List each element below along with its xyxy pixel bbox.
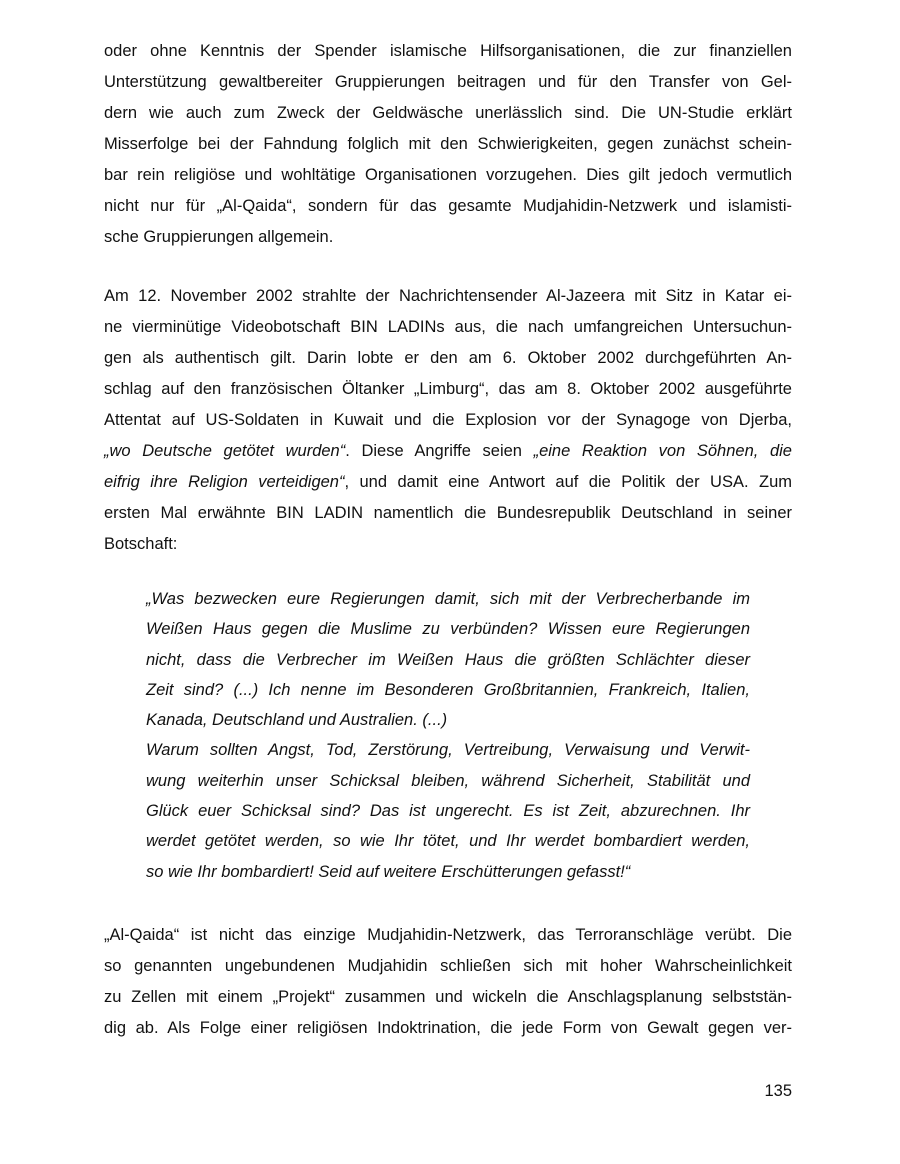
text-line: Misserfolge bei der Fahndung folglich mit den Schwierigkeiten, gegen zunächst schein- — [104, 135, 792, 153]
text-line: zu Zellen mit einem „Projekt“ zusammen und wickeln die Anschlagsplanung selbststän- — [104, 988, 792, 1006]
text-line: Botschaft: — [104, 535, 178, 553]
paragraph-3 — [104, 920, 792, 1044]
paragraph-2 — [104, 281, 792, 560]
quote-line: werdet getötet werden, so wie Ihr tötet, und Ihr werdet bombardiert werden, — [146, 832, 750, 851]
page-number: 135 — [764, 1082, 792, 1100]
text-line: so genannten ungebundenen Mudjahidin schließen sich mit hoher Wahrscheinlichkeit — [104, 957, 792, 975]
text-line: Unterstützung gewaltbereiter Gruppierungen beitragen und für den Transfer von Gel- — [104, 73, 792, 91]
quote-line: Zeit sind? (...) Ich nenne im Besonderen Großbritannien, Frankreich, Italien, — [146, 680, 750, 699]
text-line: sche Gruppierungen allgemein. — [104, 228, 334, 246]
text-line: schlag auf den französischen Öltanker „Limburg“, das am 8. Oktober 2002 ausgeführte — [104, 380, 792, 398]
quote-line: „Was bezwecken eure Regierungen damit, sich mit der Verbrecherbande im — [146, 590, 750, 608]
text-line: Attentat auf US-Soldaten in Kuwait und die Explosion vor der Synagoge von Djerba, — [104, 411, 792, 429]
text-line: nicht nur für „Al-Qaida“, sondern für das gesamte Mudjahidin-Netzwerk und islamisti- — [104, 197, 792, 215]
text-line: dern wie auch zum Zweck der Geldwäsche unerlässlich sind. Die UN-Studie erklärt — [104, 104, 792, 122]
text-line: gen als authentisch gilt. Darin lobte er den am 6. Oktober 2002 durchgeführten An- — [104, 349, 792, 367]
text-line: Am 12. November 2002 strahlte der Nachrichtensender Al-Jazeera mit Sitz in Katar ei- — [104, 287, 792, 305]
text-line: „Al-Qaida“ ist nicht das einzige Mudjahidin-Netzwerk, das Terroranschläge verübt. Die — [104, 926, 792, 944]
quote-line: Weißen Haus gegen die Muslime zu verbünden? Wissen eure Regierungen — [146, 620, 750, 639]
quote-line: so wie Ihr bombardiert! Seid auf weitere Erschütterungen gefasst!“ — [146, 862, 631, 881]
quote-line: Kanada, Deutschland und Australien. (...) — [146, 711, 448, 730]
text-span: , und damit eine Antwort auf die Politik der USA. Zum — [344, 473, 792, 491]
paragraph-1 — [104, 36, 792, 253]
text-line: ne vierminütige Videobotschaft BIN LADINs aus, die nach umfangreichen Untersuchun- — [104, 318, 792, 336]
quote-line: Glück euer Schicksal sind? Das ist ungerecht. Es ist Zeit, abzurechnen. Ihr — [146, 802, 750, 821]
italic-quote: „wo Deutsche getötet wurden“ — [104, 442, 346, 460]
text-line-mixed — [104, 436, 792, 467]
text-line: bar rein religiöse und wohltätige Organisationen vorzugehen. Dies gilt jedoch vermutlich — [104, 166, 792, 184]
italic-quote: eifrig ihre Religion verteidigen“ — [104, 473, 345, 491]
text-line: ersten Mal erwähnte BIN LADIN namentlich die Bundesrepublik Deutschland in seiner — [104, 504, 792, 522]
text-span: . Diese Angriffe seien — [345, 442, 534, 460]
text-line: oder ohne Kenntnis der Spender islamische Hilfsorganisationen, die zur finanziellen — [104, 42, 792, 60]
text-line: dig ab. Als Folge einer religiösen Indoktrination, die jede Form von Gewalt gegen ver- — [104, 1019, 792, 1037]
quote-line: nicht, dass die Verbrecher im Weißen Haus die größten Schlächter dieser — [146, 650, 750, 669]
italic-quote: „eine Reaktion von Söhnen, die — [533, 442, 792, 460]
quote-line: wung weiterhin unser Schicksal bleiben, während Sicherheit, Stabilität und — [146, 771, 750, 790]
block-quote — [146, 584, 750, 887]
quote-line: Warum sollten Angst, Tod, Zerstörung, Vertreibung, Verwaisung und Verwit- — [146, 741, 750, 760]
text-line-mixed — [104, 467, 792, 498]
